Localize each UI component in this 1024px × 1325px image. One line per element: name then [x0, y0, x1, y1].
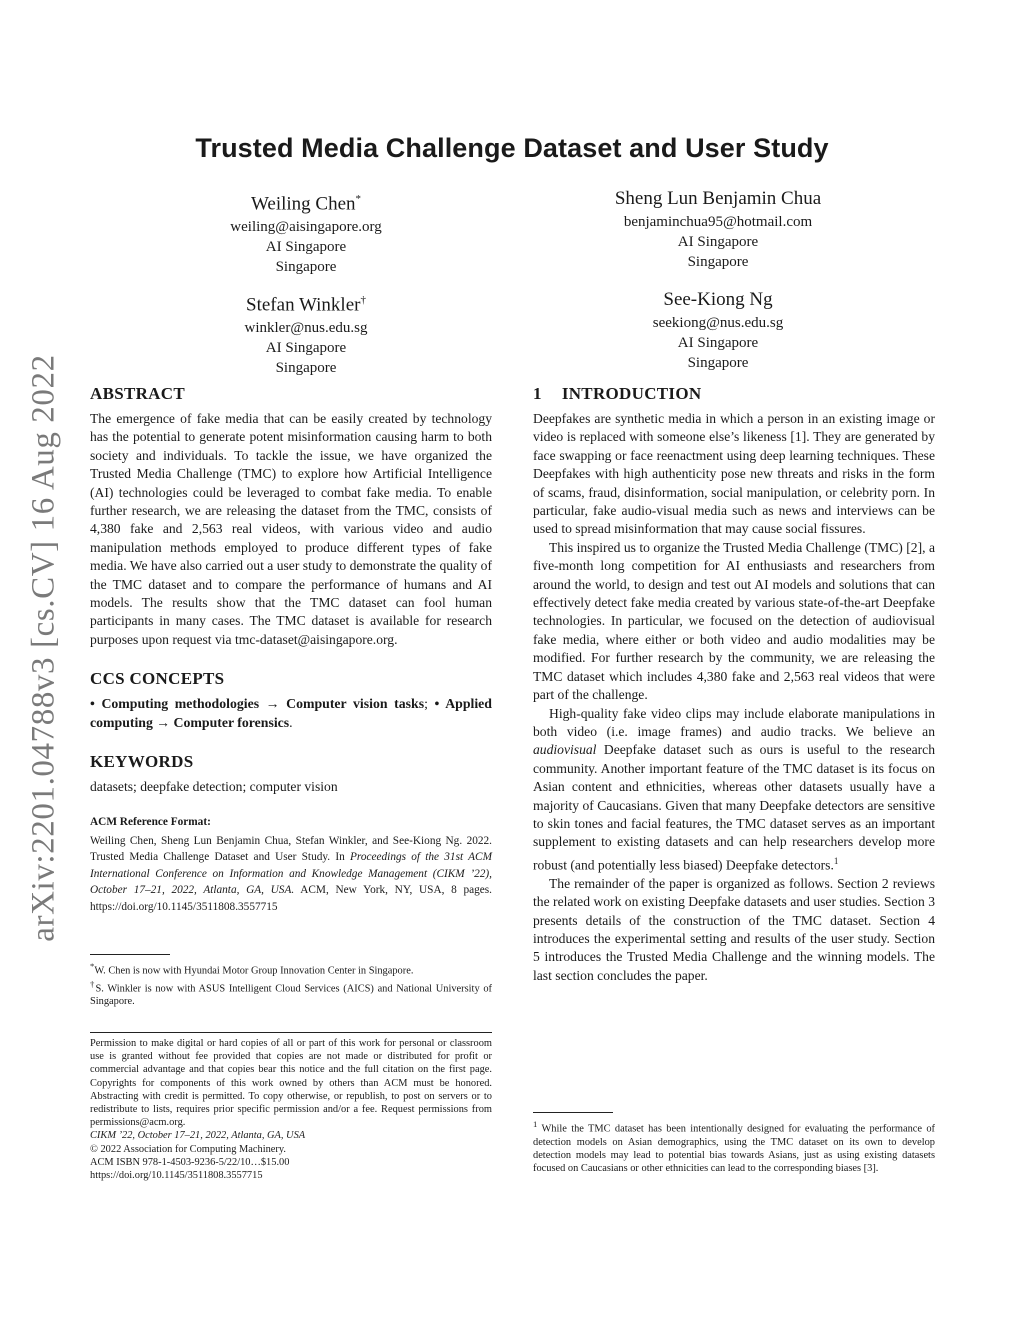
author-affiliation: AI Singapore: [677, 335, 759, 351]
ccs-concept-2: • Applied computing → Computer forensics: [90, 696, 492, 730]
author-country: Singapore: [687, 254, 749, 270]
ccs-separator: ;: [424, 696, 435, 712]
keywords-heading: KEYWORDS: [90, 752, 194, 772]
author-name: Sheng Lun Benjamin Chua: [614, 188, 822, 209]
author-country: Singapore: [687, 355, 749, 371]
footnote-ref: 1: [833, 855, 839, 866]
acm-ref-body: [90, 833, 492, 915]
intro-paragraph-1: Deepfakes are synthetic media in which a person in an existing image or video is replaced with someone else’s likeness [1]. They are generated by face swapping or face reenactment using deep learning techniques. These Deepfakes with high authenticity pose new threats and risks in the form of scams, fraud, disinformation, social manipulation, or celebrity porn. In particular, fake audio-visual media such as news and interviews can be used to spread misinformation that may cause social fissures.: [533, 411, 935, 537]
intro-p3-text-a: High-quality fake video clips may include elaborate manipulations in both video (i.e. image frames) and audio tracks. We believe an: [533, 705, 935, 739]
author-block-3: [146, 287, 466, 378]
footnote-mark: †: [90, 978, 96, 989]
acm-ref-venue: Proceedings of the 31st ACM International Conference on Information and Knowledge Management (CIKM ’22), October 17–21, 2022, Atlanta, GA, USA.: [90, 851, 492, 897]
author-block-4: [558, 287, 878, 373]
ccs-concepts: [90, 695, 492, 732]
acm-ref-heading: ACM Reference Format:: [90, 815, 211, 828]
left-column: [90, 384, 492, 915]
author-country: Singapore: [275, 259, 337, 276]
acm-ref-authors: Weiling Chen, Sheng Lun Benjamin Chua, Stefan Winkler, and See-Kiong Ng. 2022. Trusted Media Challenge Dataset and User Study. In: [90, 834, 492, 864]
footnote-winkler: [90, 978, 492, 1009]
paper-title: Trusted Media Challenge Dataset and User Study: [195, 133, 829, 163]
author-email: seekiong@nus.edu.sg: [652, 315, 784, 331]
intro-p3-text-b: Deepfake dataset such as ours is useful to the research community. Another important feature of the TMC dataset is its focus on Asian content and ethnicities, whereas other datasets usually have a majority of Caucasians. Given that many Deepfake detectors are sensitive to skin tones and facial features, the TMC dataset serves as an important supplement to existing datasets and can help researchers develop more robust (and potentially less biased) Deepfake detectors.: [533, 742, 935, 873]
intro-paragraph-4: The remainder of the paper is organized as follows. Section 2 reviews the related work on existing Deepfake datasets and user studies. Section 3 presents details of the construction of the TMC dataset. Section 4 introduces the experimental setting and results of the user study. Section 5 introduces the Trusted Media Challenge and the winning models. The last section concludes the paper.: [533, 875, 935, 983]
permission-block: [90, 1037, 492, 1182]
permission-isbn: ACM ISBN 978-1-4503-9236-5/22/10…$15.00: [90, 1156, 290, 1168]
permission-text: Permission to make digital or hard copies of all or part of this work for personal or classroom use is granted without fee provided that copies are not made or distributed for profit or commercial advantage and that copies bear this notice and the full citation on the first page. Copyrights for components of this work owned by others than ACM must be honored. Abstracting with credit is permitted. To copy otherwise, or republish, to post on servers or to redistribute to lists, requires prior specific permission and/or a fee. Request permissions from permissions@acm.org.: [90, 1038, 492, 1129]
author-affiliation: AI Singapore: [265, 340, 347, 357]
footnote1-mark: 1: [533, 1119, 538, 1129]
footnote1-text: While the TMC dataset has been intentionally designed for evaluating the performance of detection models on Asian demographics, using the TMC dataset on its own to develop detection models may lead to potential bias towards Asians, just as using existing datasets focused on Caucasians or other ethnicities can lead to the corresponding biases [3].: [533, 1123, 935, 1175]
footnote-chen: [90, 960, 492, 978]
permission-conf: CIKM ’22, October 17–21, 2022, Atlanta, GA, USA: [90, 1130, 306, 1142]
footnote-rule: [90, 954, 170, 955]
ccs-end: .: [289, 714, 293, 730]
author-block-1: [146, 186, 466, 277]
author-name: See-Kiong Ng: [663, 289, 773, 310]
author-affiliation: AI Singapore: [677, 234, 759, 250]
arxiv-id: arXiv:2201.04788v3 [cs.CV] 16 Aug 2022: [25, 354, 62, 942]
intro-paragraph-3: [533, 705, 935, 875]
author-footnotes: [90, 960, 492, 1009]
permission-copyright: © 2022 Association for Computing Machinery.: [90, 1143, 286, 1155]
permission-doi: https://doi.org/10.1145/3511808.3557715: [90, 1170, 263, 1182]
author-email: benjaminchua95@hotmail.com: [623, 214, 813, 230]
footnote-1: [533, 1118, 935, 1175]
ccs-heading: CCS CONCEPTS: [90, 669, 225, 689]
intro-number: 1: [533, 384, 542, 403]
keywords-text: datasets; deepfake detection; computer vision: [90, 779, 338, 795]
intro-paragraph-2: This inspired us to organize the Trusted Media Challenge (TMC) [2], a five-month long competition for AI enthusiasts and researchers from around the world, to design and test out AI models and solutions that can effectively detect fake media created by various state-of-the-art Deepfake technologies. In particular, we focused on the detection of audiovisual fake media, where either or both video and audio modalities may be modified. For further research by the community, we are releasing the TMC dataset which includes 4,380 fake and 2,563 real videos that were part of the challenge.: [533, 539, 935, 703]
right-column: [533, 384, 935, 985]
intro-title: INTRODUCTION: [561, 384, 702, 403]
author-name: Stefan Winkler: [246, 294, 361, 316]
author-name: Weiling Chen: [250, 193, 356, 215]
abstract-text: The emergence of fake media that can be easily created by technology has the potential to generate potent misinformation causing harm to both society and individuals. To tackle the issue, we have organized the Trusted Media Challenge (TMC) to explore how Artificial Intelligence (AI) technologies could be leveraged to combat fake media. To enable further research, we are releasing the dataset from the TMC, consists of 4,380 fake and 2,563 real videos, with various video and audio manipulation methods employed to produce different types of fake media. We have also carried out a user study to demonstrate the quality of the TMC dataset and to compare the performance of humans and AI models. The results show that the TMC dataset can fool human participants in many cases. The TMC dataset is available for research purposes upon request via tmc-dataset@aisingapore.org.: [90, 411, 492, 647]
author-affiliation: AI Singapore: [265, 239, 347, 256]
permission-rule: [90, 1032, 492, 1033]
footnote1-rule: [533, 1112, 613, 1113]
footnote-text: S. Winkler is now with ASUS Intelligent Cloud Services (AICS) and National University of Singapore.: [90, 983, 493, 1008]
author-mark: *: [355, 193, 362, 205]
author-email: weiling@aisingapore.org: [230, 219, 382, 236]
intro-heading: [533, 384, 935, 404]
ccs-concept-1: • Computing methodologies → Computer vision tasks: [90, 696, 425, 712]
intro-p3-emphasis: audiovisual: [533, 742, 597, 758]
abstract-heading: ABSTRACT: [90, 384, 185, 403]
author-country: Singapore: [275, 360, 337, 377]
author-email: winkler@nus.edu.sg: [244, 320, 368, 337]
author-block-2: [558, 186, 878, 272]
acm-ref-tail: ACM, New York, NY, USA, 8 pages. https://doi.org/10.1145/3511808.3557715: [90, 884, 492, 913]
footnote-text: W. Chen is now with Hyundai Motor Group Innovation Center in Singapore.: [94, 965, 414, 977]
author-mark: †: [360, 294, 366, 306]
footnote-mark: *: [90, 961, 95, 971]
